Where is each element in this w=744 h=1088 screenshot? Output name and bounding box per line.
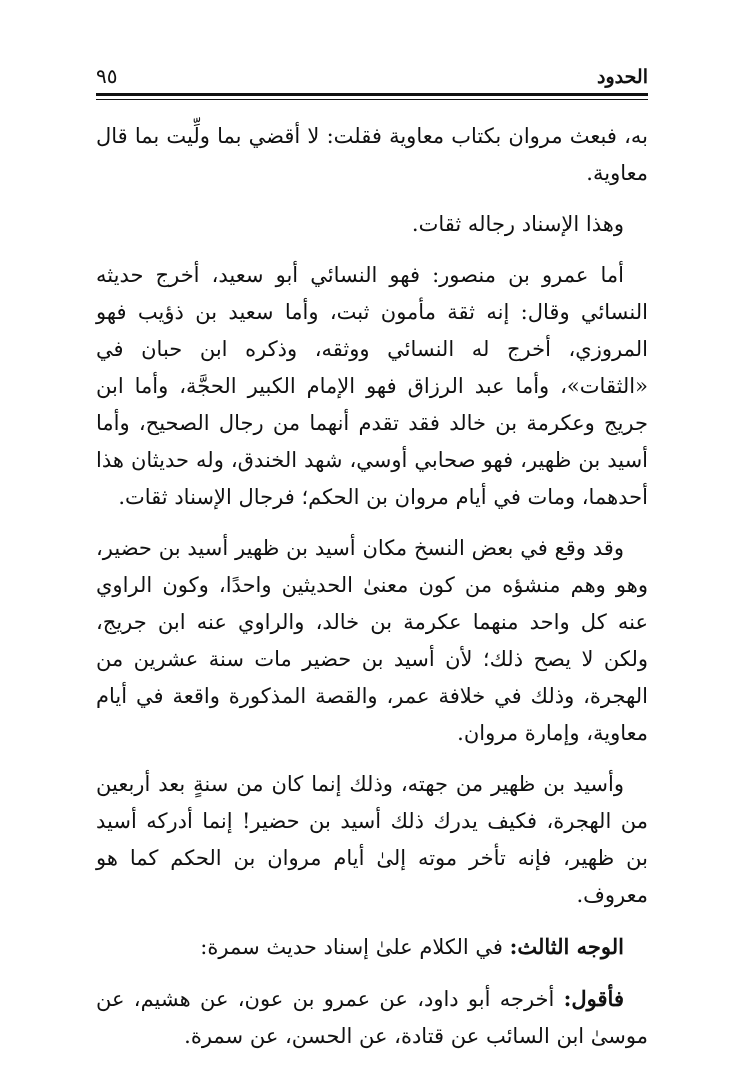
paragraph-with-lead [96, 980, 648, 1055]
page-number: ٩٥ [96, 64, 118, 88]
body-text [96, 118, 648, 1069]
section-title: الحدود [597, 66, 648, 88]
running-head [96, 58, 648, 88]
paragraph-text: أما عمرو بن منصور: فهو النسائي أبو سعيد، أخرج حديثه النسائي وقال: إنه ثقة مأمون ثبت، وأما سعيد بن ذؤيب فهو المروزي، أخرج له النسائي ووثقه، وذكره ابن حبان في «الثقات»، وأما عبد الرزاق فهو الإمام الكبير الحجَّة، وأما ابن جريج وعكرمة بن خالد فقد تقدم أنهما من رجال الصحيح، وأما أسيد بن ظهير، فهو صحابي أوسي، شهد الخندق، وله حديثان هذا أحدهما، ومات في أيام مروان بن الحكم؛ فرجال الإسناد ثقات. [96, 263, 648, 509]
paragraph [96, 766, 648, 914]
paragraph-text: في الكلام علىٰ إسناد حديث سمرة: [200, 935, 510, 959]
paragraph-text: وقد وقع في بعض النسخ مكان أسيد بن ظهير أسيد بن حضير، وهو وهم منشؤه من كون معنىٰ الحديثين واحدًا، وكون الراوي عنه كل واحد منهما عكرمة بن خالد، والراوي عنه ابن جريج، ولكن لا يصح ذلك؛ لأن أسيد بن حضير مات سنة عشرين من الهجرة، وذلك في خلافة عمر، والقصة المذكورة واقعة في أيام معاوية، وإمارة مروان. [96, 536, 648, 745]
paragraph-text: وهذا الإسناد رجاله ثقات. [411, 212, 624, 236]
paragraph-with-lead [96, 928, 648, 966]
paragraph-lead: الوجه الثالث: [509, 934, 624, 959]
paragraph [96, 206, 648, 243]
paragraph [96, 257, 648, 516]
paragraph-text: أخرجه أبو داود، عن عمرو بن عون، عن هشيم، عن موسىٰ ابن السائب عن قتادة، عن الحسن، عن سمرة. [96, 987, 648, 1048]
paragraph-lead: فأقول: [563, 986, 624, 1011]
paragraph-text: به، فبعث مروان بكتاب معاوية فقلت: لا أقضي بما ولِّيت بما قال معاوية. [96, 124, 648, 185]
paragraph [96, 118, 648, 192]
header-rule-thin [96, 99, 648, 100]
header-rule-thick [96, 93, 648, 96]
paragraph [96, 530, 648, 752]
paragraph-text: وأسيد بن ظهير من جهته، وذلك إنما كان من سنةٍ بعد أربعين من الهجرة، فكيف يدرك ذلك أسيد بن حضير! إنما أدركه أسيد بن ظهير، فإنه تأخر موته إلىٰ أيام مروان بن الحكم كما هو معروف. [96, 772, 648, 907]
